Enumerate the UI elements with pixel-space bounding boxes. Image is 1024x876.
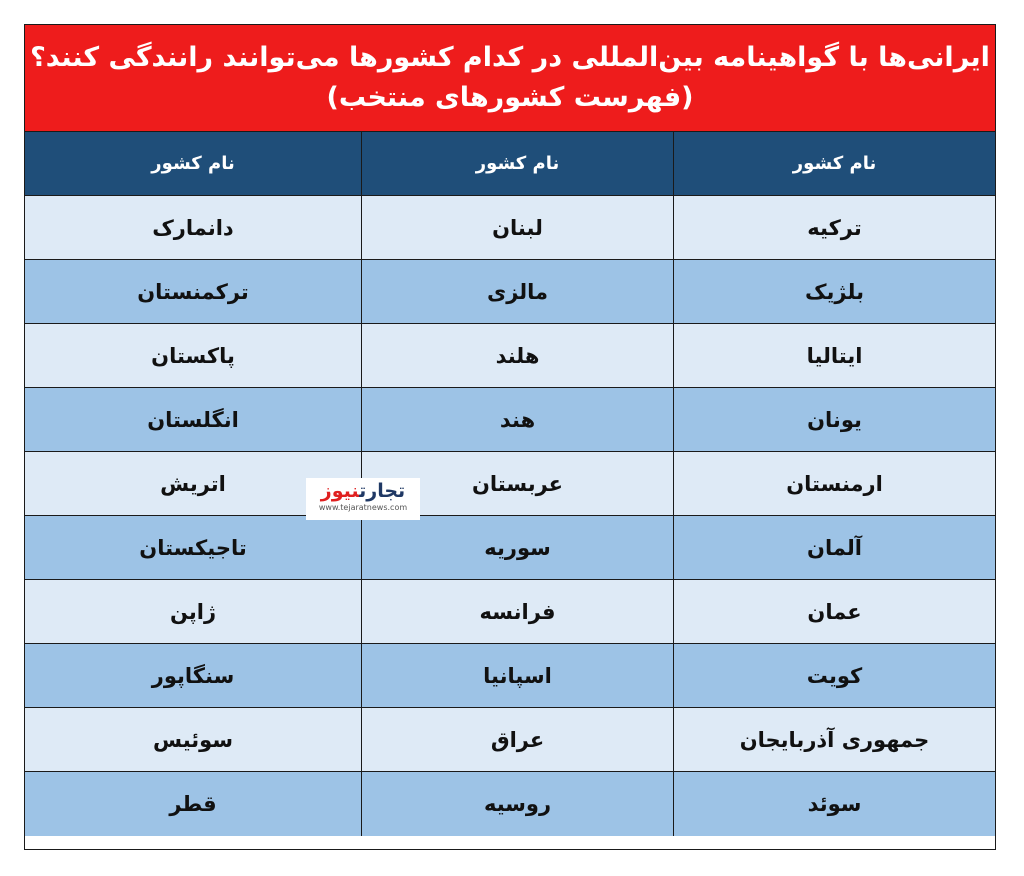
country-cell: اسپانیا: [361, 644, 673, 708]
country-cell: یونان: [673, 388, 995, 452]
country-cell: هلند: [361, 324, 673, 388]
country-cell: تاجیکستان: [25, 516, 361, 580]
country-cell: عربستان: [361, 452, 673, 516]
country-cell: روسیه: [361, 772, 673, 836]
title-banner: [25, 25, 995, 132]
watermark-url: www.tejaratnews.com: [318, 503, 408, 512]
country-cell: ترکمنستان: [25, 260, 361, 324]
country-cell: سوئیس: [25, 708, 361, 772]
country-cell: آلمان: [673, 516, 995, 580]
country-grid: [25, 132, 995, 836]
country-cell: فرانسه: [361, 580, 673, 644]
column-header: نام کشور: [25, 132, 361, 196]
title-line-1: ایرانی‌ها با گواهینامه بین‌المللی در کدام کشورها می‌توانند رانندگی کنند؟: [30, 42, 990, 73]
country-table-frame: [24, 24, 996, 850]
column-header: نام کشور: [361, 132, 673, 196]
country-cell: دانمارک: [25, 196, 361, 260]
column-header: نام کشور: [673, 132, 995, 196]
country-cell: کویت: [673, 644, 995, 708]
country-cell: عمان: [673, 580, 995, 644]
title-line-2: (فهرست کشورهای منتخب): [326, 82, 694, 113]
country-cell: قطر: [25, 772, 361, 836]
country-cell: جمهوری آذربایجان: [673, 708, 995, 772]
country-cell: لبنان: [361, 196, 673, 260]
country-cell: ارمنستان: [673, 452, 995, 516]
country-cell: ایتالیا: [673, 324, 995, 388]
watermark-brand: [306, 480, 420, 502]
watermark-logo: [306, 478, 420, 520]
country-cell: سوریه: [361, 516, 673, 580]
country-cell: سنگاپور: [25, 644, 361, 708]
country-cell: اتریش: [25, 452, 361, 516]
country-cell: پاکستان: [25, 324, 361, 388]
country-cell: سوئد: [673, 772, 995, 836]
country-cell: انگلستان: [25, 388, 361, 452]
country-cell: هند: [361, 388, 673, 452]
country-cell: مالزی: [361, 260, 673, 324]
watermark-brand-part2: نیوز: [320, 480, 360, 502]
country-cell: عراق: [361, 708, 673, 772]
watermark-brand-part1: تجارت: [359, 480, 406, 502]
country-cell: بلژیک: [673, 260, 995, 324]
country-cell: ترکیه: [673, 196, 995, 260]
country-cell: ژاپن: [25, 580, 361, 644]
